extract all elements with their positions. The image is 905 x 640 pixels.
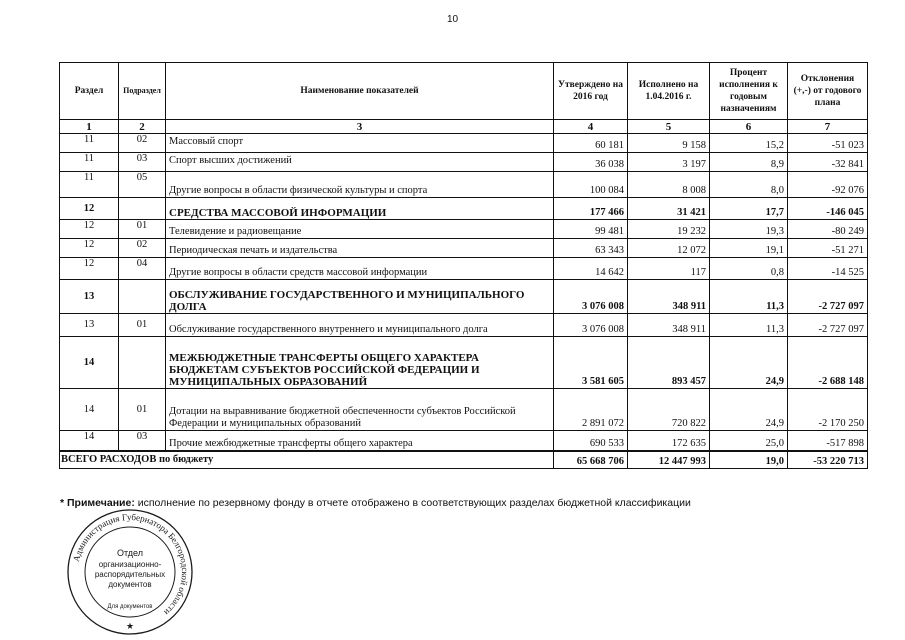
total-approved: 65 668 706 — [554, 451, 628, 469]
header-subsection: Подраздел — [119, 63, 166, 120]
stamp-bottom-text: Для документов — [107, 604, 153, 610]
section-cell: 11 — [60, 172, 119, 198]
section-cell: 14 — [60, 337, 119, 389]
subsection-cell: 01 — [119, 314, 166, 337]
indicator-name-cell: Периодическая печать и издательства — [166, 239, 554, 258]
header-approved: Утверждено на 2016 год — [554, 63, 628, 120]
table-row — [60, 431, 868, 451]
section-cell: 13 — [60, 314, 119, 337]
indicator-name-cell: Телевидение и радиовещание — [166, 220, 554, 239]
approved-cell: 3 076 008 — [554, 280, 628, 314]
executed-cell: 31 421 — [628, 198, 710, 220]
section-cell: 14 — [60, 431, 119, 451]
deviation-cell: -80 249 — [788, 220, 868, 239]
section-cell: 13 — [60, 280, 119, 314]
executed-cell: 348 911 — [628, 280, 710, 314]
table-row — [60, 220, 868, 239]
executed-cell: 19 232 — [628, 220, 710, 239]
table-row — [60, 153, 868, 172]
total-row — [60, 451, 868, 469]
deviation-cell: -14 525 — [788, 258, 868, 280]
indicator-name-cell: СРЕДСТВА МАССОВОЙ ИНФОРМАЦИИ — [166, 198, 554, 220]
deviation-cell: -92 076 — [788, 172, 868, 198]
approved-cell: 63 343 — [554, 239, 628, 258]
table-row — [60, 172, 868, 198]
deviation-cell: -51 023 — [788, 134, 868, 153]
deviation-cell: -32 841 — [788, 153, 868, 172]
percent-cell: 15,2 — [710, 134, 788, 153]
percent-cell: 25,0 — [710, 431, 788, 451]
table-row — [60, 314, 868, 337]
subsection-cell: 05 — [119, 172, 166, 198]
table-row — [60, 389, 868, 431]
section-cell: 11 — [60, 153, 119, 172]
subsection-cell: 03 — [119, 431, 166, 451]
subsection-cell: 04 — [119, 258, 166, 280]
percent-cell: 17,7 — [710, 198, 788, 220]
star-icon: ★ — [125, 621, 135, 631]
percent-cell: 19,3 — [710, 220, 788, 239]
subsection-cell: 03 — [119, 153, 166, 172]
percent-cell: 11,3 — [710, 314, 788, 337]
percent-cell: 24,9 — [710, 389, 788, 431]
approved-cell: 60 181 — [554, 134, 628, 153]
column-number: 4 — [554, 120, 628, 134]
percent-cell: 19,1 — [710, 239, 788, 258]
executed-cell: 9 158 — [628, 134, 710, 153]
subsection-cell: 01 — [119, 389, 166, 431]
table-row — [60, 280, 868, 314]
section-cell: 14 — [60, 389, 119, 431]
page-number: 10 — [446, 14, 459, 25]
indicator-name-cell: МЕЖБЮДЖЕТНЫЕ ТРАНСФЕРТЫ ОБЩЕГО ХАРАКТЕРА БЮДЖЕТАМ СУБЪЕКТОВ РОССИЙСКОЙ ФЕДЕРАЦИИ И МУНИЦИПАЛЬНЫХ ОБРАЗОВАНИЙ — [166, 337, 554, 389]
stamp-line: документов — [108, 580, 152, 589]
percent-cell: 8,0 — [710, 172, 788, 198]
deviation-cell: -2 688 148 — [788, 337, 868, 389]
indicator-name-cell: Обслуживание государственного внутреннего и муниципального долга — [166, 314, 554, 337]
approved-cell: 36 038 — [554, 153, 628, 172]
approved-cell: 3 581 605 — [554, 337, 628, 389]
subsection-cell: 01 — [119, 220, 166, 239]
indicator-name-cell: Прочие межбюджетные трансферты общего характера — [166, 431, 554, 451]
total-label: ВСЕГО РАСХОДОВ по бюджету — [60, 451, 554, 469]
header-executed: Исполнено на 1.04.2016 г. — [628, 63, 710, 120]
executed-cell: 893 457 — [628, 337, 710, 389]
table-row — [60, 258, 868, 280]
section-cell: 12 — [60, 239, 119, 258]
section-cell: 12 — [60, 220, 119, 239]
approved-cell: 99 481 — [554, 220, 628, 239]
column-number: 1 — [60, 120, 119, 134]
indicator-name-cell: Другие вопросы в области средств массовой информации — [166, 258, 554, 280]
deviation-cell: -517 898 — [788, 431, 868, 451]
table-row — [60, 239, 868, 258]
indicator-name-cell: Спорт высших достижений — [166, 153, 554, 172]
percent-cell: 24,9 — [710, 337, 788, 389]
table-row — [60, 198, 868, 220]
subsection-cell — [119, 198, 166, 220]
footnote-text: исполнение по резервному фонду в отчете отображено в соответствующих разделах бюджетной классификации — [134, 497, 691, 509]
stamp-line: Отдел — [116, 548, 144, 558]
subsection-cell — [119, 280, 166, 314]
header-name: Наименование показателей — [166, 63, 554, 120]
executed-cell: 720 822 — [628, 389, 710, 431]
subsection-cell — [119, 337, 166, 389]
total-percent: 19,0 — [710, 451, 788, 469]
office-stamp — [60, 508, 200, 636]
deviation-cell: -51 271 — [788, 239, 868, 258]
approved-cell: 2 891 072 — [554, 389, 628, 431]
executed-cell: 12 072 — [628, 239, 710, 258]
executed-cell: 8 008 — [628, 172, 710, 198]
subsection-cell: 02 — [119, 239, 166, 258]
percent-cell: 0,8 — [710, 258, 788, 280]
percent-cell: 11,3 — [710, 280, 788, 314]
header-deviation: Отклонения (+,-) от годового плана — [788, 63, 868, 120]
column-number: 2 — [119, 120, 166, 134]
stamp-line: распорядительных — [94, 570, 166, 579]
total-deviation: -53 220 713 — [788, 451, 868, 469]
section-cell: 12 — [60, 198, 119, 220]
percent-cell: 8,9 — [710, 153, 788, 172]
deviation-cell: -146 045 — [788, 198, 868, 220]
approved-cell: 3 076 008 — [554, 314, 628, 337]
approved-cell: 177 466 — [554, 198, 628, 220]
deviation-cell: -2 170 250 — [788, 389, 868, 431]
column-number: 6 — [710, 120, 788, 134]
indicator-name-cell: Дотации на выравнивание бюджетной обеспеченности субъектов Российской Федерации и муниципальных образований — [166, 389, 554, 431]
section-cell: 12 — [60, 258, 119, 280]
executed-cell: 348 911 — [628, 314, 710, 337]
deviation-cell: -2 727 097 — [788, 280, 868, 314]
budget-table — [59, 62, 868, 469]
deviation-cell: -2 727 097 — [788, 314, 868, 337]
column-number: 5 — [628, 120, 710, 134]
total-executed: 12 447 993 — [628, 451, 710, 469]
subsection-cell: 02 — [119, 134, 166, 153]
footnote-label: * Примечание: — [60, 497, 135, 509]
section-cell: 11 — [60, 134, 119, 153]
indicator-name-cell: Другие вопросы в области физической культуры и спорта — [166, 172, 554, 198]
approved-cell: 100 084 — [554, 172, 628, 198]
table-row — [60, 337, 868, 389]
column-number: 7 — [788, 120, 868, 134]
indicator-name-cell: Массовый спорт — [166, 134, 554, 153]
header-percent: Процент исполнения к годовым назначениям — [710, 63, 788, 120]
indicator-name-cell: ОБСЛУЖИВАНИЕ ГОСУДАРСТВЕННОГО И МУНИЦИПАЛЬНОГО ДОЛГА — [166, 280, 554, 314]
stamp-ring-text: Администрация Губернатора Белгородской области — [71, 511, 191, 618]
column-number-row — [60, 120, 868, 134]
header-section: Раздел — [60, 63, 119, 120]
header-row — [60, 63, 868, 120]
executed-cell: 3 197 — [628, 153, 710, 172]
executed-cell: 117 — [628, 258, 710, 280]
stamp-line: организационно- — [98, 560, 162, 569]
approved-cell: 14 642 — [554, 258, 628, 280]
column-number: 3 — [166, 120, 554, 134]
table-row — [60, 134, 868, 153]
approved-cell: 690 533 — [554, 431, 628, 451]
executed-cell: 172 635 — [628, 431, 710, 451]
